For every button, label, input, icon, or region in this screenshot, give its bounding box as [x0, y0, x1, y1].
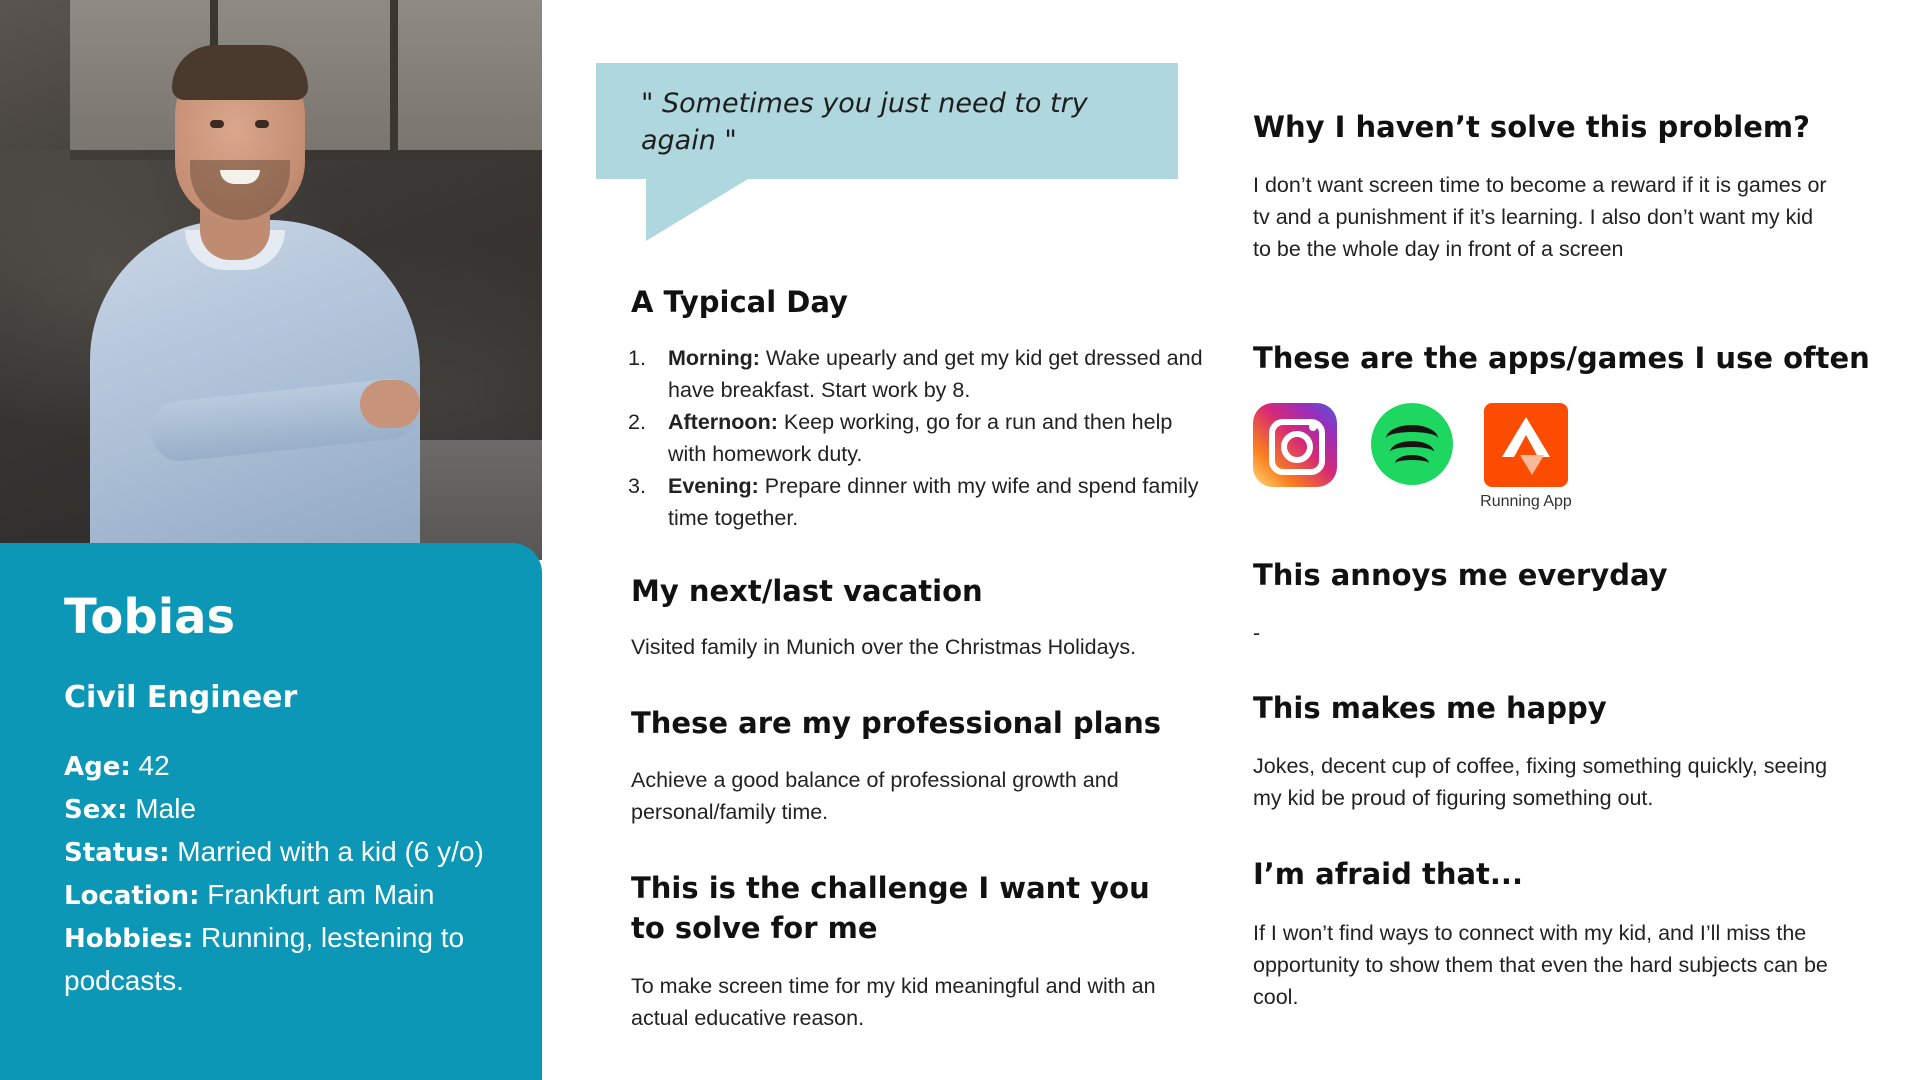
typical-day-title: A Typical Day — [631, 285, 848, 319]
field-location — [64, 874, 542, 917]
list-text: Keep working, go for a run and then help with homework duty. — [668, 410, 1173, 466]
list-number: 3. — [628, 474, 646, 498]
typical-day-list — [628, 342, 1208, 534]
field-label: Age: — [64, 751, 131, 782]
persona-photo — [0, 0, 542, 560]
persona-name: Tobias — [64, 589, 236, 645]
happy-title: This makes me happy — [1253, 691, 1607, 725]
profile-card — [0, 543, 542, 1080]
person-hand — [360, 380, 420, 428]
running-app-caption: Running App — [1480, 493, 1572, 510]
why-not-solved-text: I don’t want screen time to become a reward if it is games or tv and a punishment if it’s learning. I also don’t want my kid to be the whole day in front of a screen — [1253, 173, 1827, 261]
professional-plans-title: These are my professional plans — [631, 706, 1162, 740]
persona-fields — [64, 745, 542, 1001]
list-text: Wake upearly and get my kid get dressed and have breakfast. Start work by 8. — [668, 346, 1203, 402]
field-sex — [64, 788, 542, 831]
list-label: Afternoon: — [668, 410, 778, 434]
list-label: Morning: — [668, 346, 760, 370]
field-value: Running, lestening to podcasts. — [64, 921, 465, 996]
challenge-title: This is the challenge I want you to solve for me — [631, 871, 1150, 945]
person-eye-right — [255, 120, 269, 128]
why-not-solved-title: Why I haven’t solve this problem? — [1253, 110, 1810, 144]
field-label: Hobbies: — [64, 923, 194, 954]
field-value: Frankfurt am Main — [199, 878, 435, 910]
field-value: Male — [127, 792, 196, 824]
quote-bubble-tail — [646, 179, 748, 241]
field-label: Location: — [64, 880, 200, 911]
list-item — [628, 342, 1208, 406]
field-hobbies — [64, 917, 514, 1001]
annoys-title: This annoys me everyday — [1253, 558, 1668, 592]
persona-title: Civil Engineer — [64, 679, 298, 715]
person-eye-left — [210, 120, 224, 128]
instagram-icon — [1253, 403, 1337, 487]
vacation-text: Visited family in Munich over the Christmas Holidays. — [631, 635, 1137, 659]
field-value: Married with a kid (6 y/o) — [169, 835, 484, 867]
annoys-text: - — [1253, 621, 1261, 645]
challenge-text: To make screen time for my kid meaningful and with an actual educative reason. — [631, 974, 1156, 1030]
apps-title: These are the apps/games I use often — [1253, 341, 1870, 375]
happy-text: Jokes, decent cup of coffee, fixing something quickly, seeing my kid be proud of figuring something out. — [1253, 754, 1828, 810]
field-status — [64, 831, 542, 874]
list-number: 1. — [628, 346, 646, 370]
afraid-text: If I won’t find ways to connect with my kid, and I’ll miss the opportunity to show them that even the hard subjects can be cool. — [1253, 921, 1828, 1009]
list-label: Evening: — [668, 474, 759, 498]
field-label: Sex: — [64, 794, 128, 825]
list-number: 2. — [628, 410, 646, 434]
list-item — [628, 406, 1208, 470]
field-value: 42 — [130, 749, 170, 781]
list-text: Prepare dinner with my wife and spend family time together. — [668, 474, 1199, 530]
quote-bubble — [596, 63, 1178, 179]
list-item — [628, 470, 1208, 534]
quote-text: " Sometimes you just need to try again " — [641, 88, 1088, 156]
professional-plans-text: Achieve a good balance of professional growth and personal/family time. — [631, 768, 1119, 824]
afraid-title: I’m afraid that... — [1253, 857, 1523, 891]
spotify-icon — [1371, 403, 1453, 485]
vacation-title: My next/last vacation — [631, 574, 983, 608]
person-hair — [172, 45, 308, 100]
field-age — [64, 745, 542, 788]
running-app-icon — [1484, 403, 1568, 487]
apps-row — [1253, 403, 1673, 523]
field-label: Status: — [64, 837, 170, 868]
